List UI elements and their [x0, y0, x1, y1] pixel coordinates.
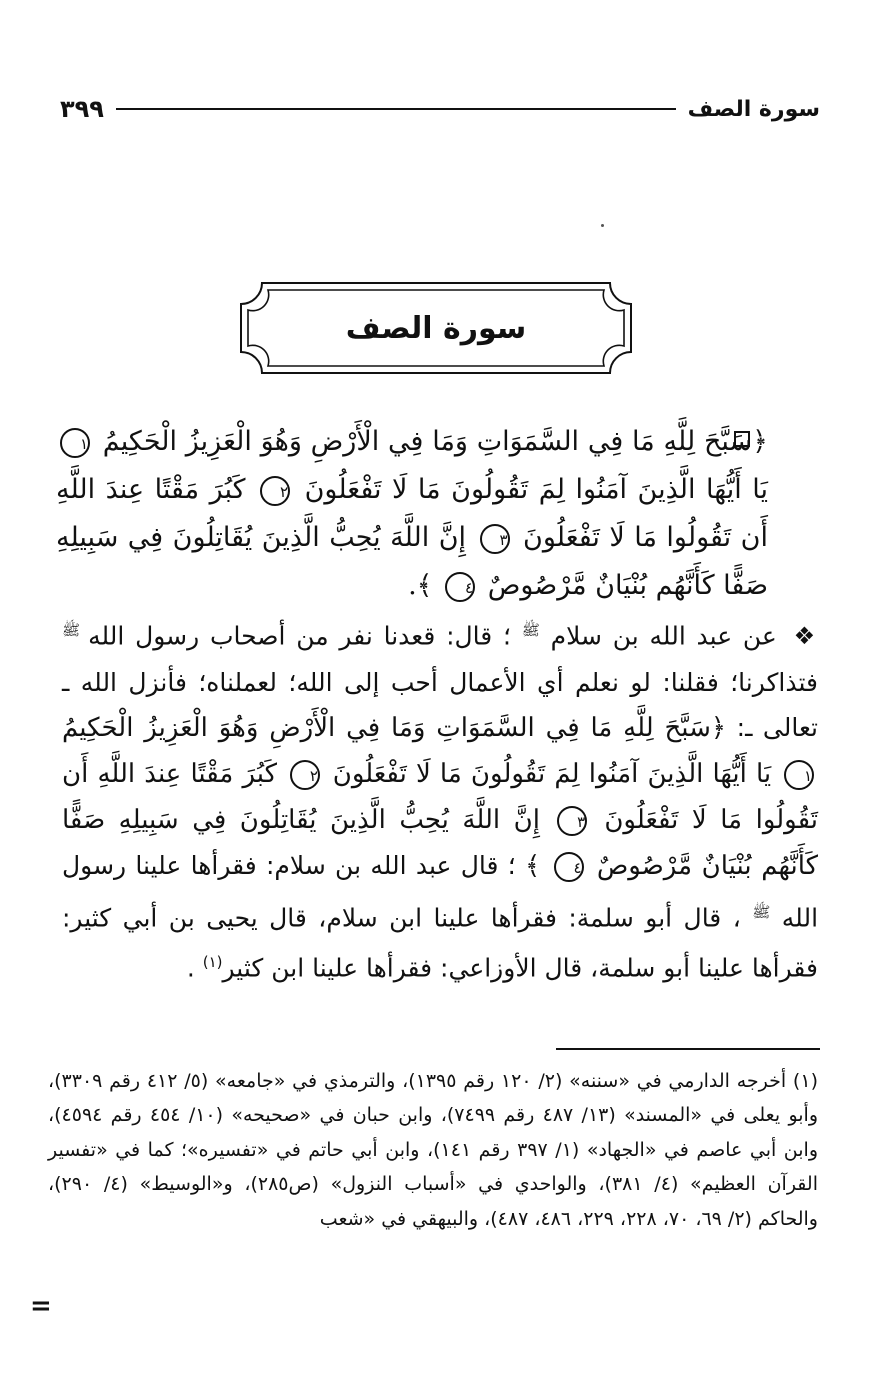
verse-text: كَبُرَ مَقْتًا عِندَ اللَّهِ أَن تَقُولُوا مَا لَا تَفْعَلُونَ — [56, 474, 768, 553]
ayah-number-icon: ٣ — [557, 806, 587, 836]
ayah-number-icon: ١ — [784, 760, 814, 790]
honorific-saw: ﷺ — [62, 621, 81, 639]
page-number: ٣٩٩ — [60, 95, 104, 123]
verse-text: إِنَّ اللَّهَ يُحِبُّ الَّذِينَ يُقَاتِلُونَ فِي سَبِيلِهِ صَفًّا كَأَنَّهُم بُنْيَانٌ مَّرْصُوصٌ — [56, 522, 768, 601]
hadith-text: ؛ قال: قعدنا نفر من أصحاب رسول الله — [88, 621, 511, 651]
quoted-verse: كَبُرَ مَقْتًا عِندَ اللَّهِ أَن تَقُولُوا مَا لَا تَفْعَلُونَ — [62, 758, 819, 836]
ink-speck — [601, 224, 604, 227]
honorific-ra: ﷺ — [521, 621, 540, 639]
running-title: سورة الصف — [687, 96, 820, 122]
quoted-verse: يَا أَيُّهَا الَّذِينَ آمَنُوا لِمَ تَقُولُونَ مَا لَا تَفْعَلُونَ — [332, 758, 772, 789]
verse-text: ﴿سَبَّحَ لِلَّهِ مَا فِي السَّمَوَاتِ وَمَا فِي الْأَرْضِ وَهُوَ الْعَزِيزُ الْحَكِيمُ — [102, 426, 768, 457]
ayah-number-icon: ٣ — [480, 524, 510, 554]
ayah-number-icon: ٤ — [445, 572, 475, 602]
verse-end: ﴾. — [408, 570, 433, 601]
hadith-text: ، قال أبو سلمة: فقرأها علينا ابن سلام، قال يحيى بن أبي كثير: فقرأها علينا أبو سلمة، قال الأوزاعي: فقرأها علينا ابن كثير — [62, 902, 818, 983]
quoted-verse: إِنَّ اللَّهَ يُحِبُّ الَّذِينَ يُقَاتِلُونَ فِي سَبِيلِهِ صَفًّا كَأَنَّهُم بُنْيَانٌ مَّرْصُوصٌ — [62, 805, 819, 882]
hadith-paragraph — [62, 608, 818, 991]
surah-title: سورة الصف — [345, 310, 527, 346]
footnote-text: (١) أخرجه الدارمي في «سننه» (٢/ ١٢٠ رقم ١٣٩٥)، والترمذي في «جامعه» (٥/ ٤١٢ رقم ٣٣٠٩)، وأبو يعلى في «المسند» (١٣/ ٤٨٧ رقم ٧٤٩٩)، وابن حبان في «صحيحه» (١٠/ ٤٥٤ رقم ٤٥٩٤)، وابن أبي عاصم في «الجهاد» (١/ ٣٩٧ رقم ١٤١)، وابن أبي حاتم في «تفسيره»؛ كما في «تفسير القرآن العظيم» (٤/ ٣٨١)، والواحدي في «أسباب النزول» (ص٢٨٥)، و«الوسيط» (٤/ ٢٩٠)، والحاكم (٢/ ٦٩، ٧٠، ٢٢٨، ٢٢٩، ٤٨٦، ٤٨٧)، والبيهقي في «شعب — [48, 1070, 818, 1230]
honorific-saw: ﷺ — [752, 902, 771, 921]
verse-text: يَا أَيُّهَا الَّذِينَ آمَنُوا لِمَ تَقُولُونَ مَا لَا تَفْعَلُونَ — [304, 474, 768, 505]
quran-verses — [56, 418, 768, 610]
ayah-number-icon: ٤ — [554, 852, 584, 882]
diamond-bullet-icon: ❖ — [793, 622, 818, 651]
continuation-mark: = — [30, 1291, 52, 1321]
ayah-number-icon: ١ — [60, 428, 90, 458]
page-header — [60, 92, 820, 126]
hadith-text: فتذاكرنا؛ فقلنا: لو نعلم أي الأعمال أحب إلى الله؛ لعملناه؛ فأنزل الله ـ تعالى ـ: — [62, 667, 818, 742]
ayah-number-icon: ٢ — [260, 476, 290, 506]
quoted-verse: ﴿سَبَّحَ لِلَّهِ مَا فِي السَّمَوَاتِ وَمَا فِي الْأَرْضِ وَهُوَ الْعَزِيزُ الْحَكِيمُ — [62, 712, 727, 743]
hadith-end: . — [186, 953, 195, 983]
header-rule — [116, 108, 676, 110]
ayah-number-icon: ٢ — [290, 760, 320, 790]
footnote-reference: (١) — [202, 953, 223, 972]
title-cartouche — [238, 280, 634, 376]
quote-end: ﴾ — [525, 851, 541, 882]
footnote-separator — [556, 1048, 820, 1050]
hadith-text: عن عبد الله بن سلام — [550, 621, 777, 651]
hadith-text: ؛ قال عبد الله بن سلام: فقرأها علينا رسول الله — [62, 851, 819, 932]
